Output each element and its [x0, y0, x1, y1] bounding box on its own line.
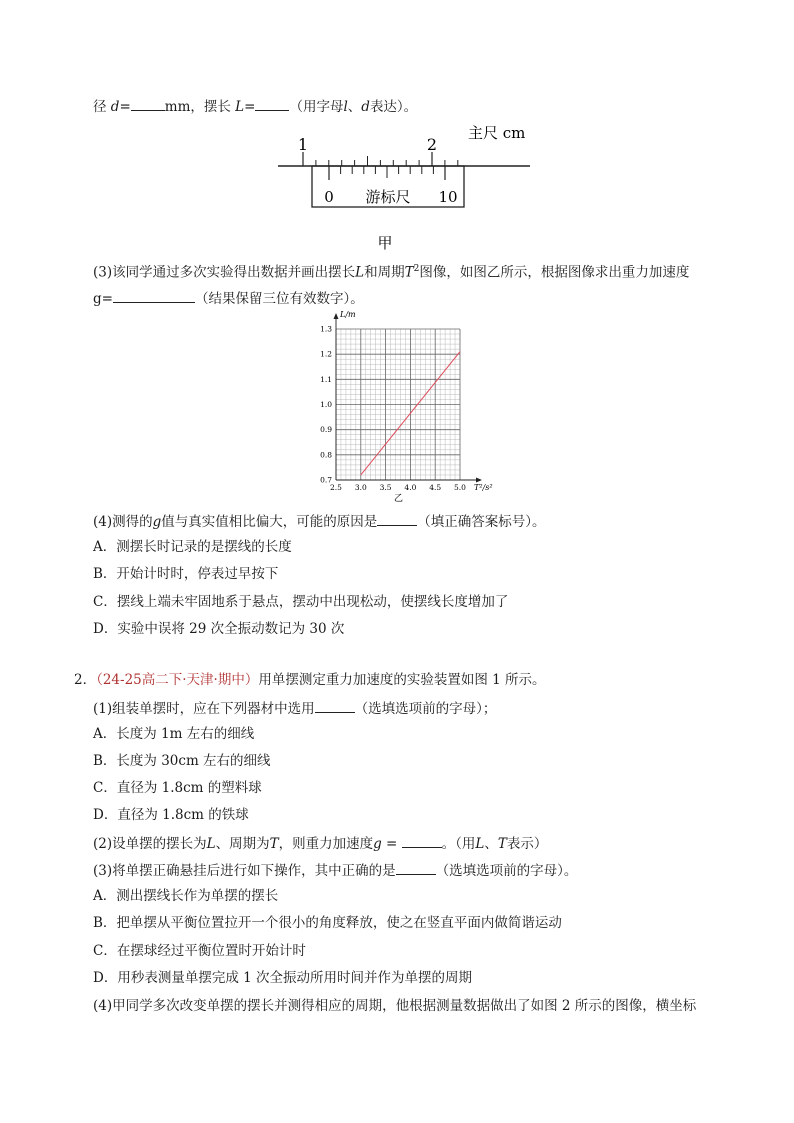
q2-header — [74, 671, 546, 689]
text: 。（用 — [441, 836, 476, 852]
x-axis-arrow — [476, 478, 482, 483]
option: A．长度为 1m 左右的细线 — [93, 726, 255, 742]
text: = — [244, 99, 256, 115]
vernier-ticks — [329, 166, 445, 180]
text: 图像，如图乙所示，根据图像求出重力加速度 — [419, 264, 690, 281]
text: 、 — [484, 836, 498, 852]
var-d: d — [110, 99, 120, 115]
blank-q2-part2[interactable] — [402, 833, 442, 848]
option: C．摆线上端未牢固地系于悬点，摆动中出现松动，使摆线长度增加了 — [93, 594, 509, 610]
chart-ylabel: L/m — [340, 310, 356, 319]
main-tick-label-1: 1 — [297, 135, 309, 154]
chart-caption: 乙 — [394, 494, 404, 504]
text: 径 — [93, 99, 111, 115]
var-T: T — [497, 836, 507, 852]
y-axis-arrow — [334, 313, 339, 319]
blank-q2-part3[interactable] — [396, 860, 436, 875]
option: D．实验中误将 29 次全振动数记为 30 次 — [93, 621, 345, 637]
q1-part3-line1 — [93, 260, 689, 282]
chart-tick-labels — [320, 325, 466, 493]
option: B．把单摆从平衡位置拉开一个很小的角度释放，使之在竖直平面内做简谐运动 — [93, 915, 562, 931]
text: (1)组装单摆时，应在下列器材中选用 — [93, 701, 315, 717]
x-tick-label: 5.0 — [454, 483, 466, 492]
text: （选填选项前的字母）； — [354, 701, 497, 717]
x-tick-label: 2.5 — [330, 483, 342, 492]
option: C．直径为 1.8cm 的塑料球 — [93, 780, 262, 796]
y-tick-label: 1.3 — [320, 324, 332, 334]
var-g: g — [373, 836, 382, 852]
text: （选填选项前的字母）。 — [435, 863, 578, 879]
x-tick-label: 4.5 — [429, 483, 442, 492]
y-tick-label: 0.7 — [320, 475, 332, 485]
x-tick-label: 4.0 — [404, 483, 417, 492]
y-tick-label: 1.0 — [320, 400, 332, 409]
figure-caption-jia: 甲 — [377, 234, 393, 252]
question-intro: 用单摆测定重力加速度的实验装置如图 1 所示。 — [258, 672, 546, 688]
text: g= — [93, 291, 113, 307]
option: A．测出摆线长作为单摆的摆长 — [93, 888, 279, 904]
text: 表示） — [506, 836, 548, 852]
text: （用字母 — [289, 99, 344, 115]
text: 、 — [347, 99, 362, 115]
text: 和周期 — [364, 264, 405, 281]
y-tick-label: 1.2 — [320, 349, 332, 359]
var-d: d — [361, 99, 370, 115]
q2-part3 — [93, 860, 577, 880]
text: (3)该同学通过多次实验得出数据并画出摆长 — [93, 264, 356, 281]
text: 表达）。 — [369, 99, 418, 115]
var-g: g — [152, 514, 162, 530]
option: B．开始计时时，停表过早按下 — [93, 566, 279, 582]
text: （填正确答案标号）。 — [417, 514, 546, 530]
q2-part2 — [93, 833, 547, 853]
var-T: T — [404, 264, 414, 281]
main-tick-label-2: 2 — [426, 135, 438, 154]
var-T: T — [269, 836, 279, 852]
chart-major-grid — [336, 329, 460, 480]
option: D．用秒表测量单摆完成 1 次全振动所用时间并作为单摆的周期 — [93, 970, 472, 986]
option: D．直径为 1.8cm 的铁球 — [93, 807, 249, 823]
y-tick-label: 0.8 — [320, 450, 332, 460]
main-scale-label: 主尺 cm — [468, 124, 526, 142]
text: 、周期为 — [215, 836, 270, 852]
vernier-label: 游标尺 — [365, 188, 411, 206]
var-L: L — [355, 264, 365, 281]
chart-xlabel: T²/s² — [474, 483, 493, 492]
q2-part4: (4)甲同学多次改变单摆的摆长并测得相应的周期，他根据测量数据做出了如图 2 所示的图像，横坐标 — [93, 998, 697, 1014]
option: C．在摆球经过平衡位置时开始计时 — [93, 943, 306, 959]
x-tick-label: 3.0 — [354, 483, 367, 492]
option: B．长度为 30cm 左右的细线 — [93, 753, 271, 769]
var-l: l — [343, 99, 348, 115]
question-number: 2． — [74, 672, 97, 688]
text: mm，摆长 — [164, 99, 236, 115]
blank-g[interactable] — [113, 288, 195, 303]
vernier-tick-label-0: 0 — [324, 188, 334, 206]
main-scale-ticks — [303, 152, 458, 166]
vernier-tick-label-10: 10 — [438, 188, 458, 206]
vernier-caliper-figure — [0, 0, 794, 260]
y-tick-label: 1.1 — [320, 374, 332, 384]
text: （结果保留三位有效数字）。 — [194, 291, 364, 307]
text: = — [381, 836, 402, 852]
text: (3)将单摆正确悬挂后进行如下操作，其中正确的是 — [93, 863, 396, 879]
blank-part4[interactable] — [377, 511, 417, 526]
option: A．测摆长时记录的是摆线的长度 — [93, 539, 292, 555]
text: = — [119, 99, 131, 115]
L-T2-chart — [300, 305, 520, 505]
text: (2)设单摆的摆长为 — [93, 836, 207, 852]
y-tick-label: 0.9 — [320, 425, 332, 435]
text: ，则重力加速度 — [278, 836, 374, 852]
var-L: L — [206, 836, 216, 852]
var-L: L — [235, 99, 245, 115]
q1-part4 — [93, 511, 546, 531]
text: (4)测得的 — [93, 514, 153, 530]
q2-part1 — [93, 698, 496, 718]
blank-q2-part1[interactable] — [315, 698, 355, 713]
text: 值与真实值相比偏大，可能的原因是 — [161, 514, 378, 530]
question-source: （24-25高二下·天津·期中） — [96, 672, 259, 688]
var-L: L — [475, 836, 485, 852]
superscript: 2 — [413, 264, 420, 274]
x-tick-label: 3.5 — [379, 483, 392, 492]
